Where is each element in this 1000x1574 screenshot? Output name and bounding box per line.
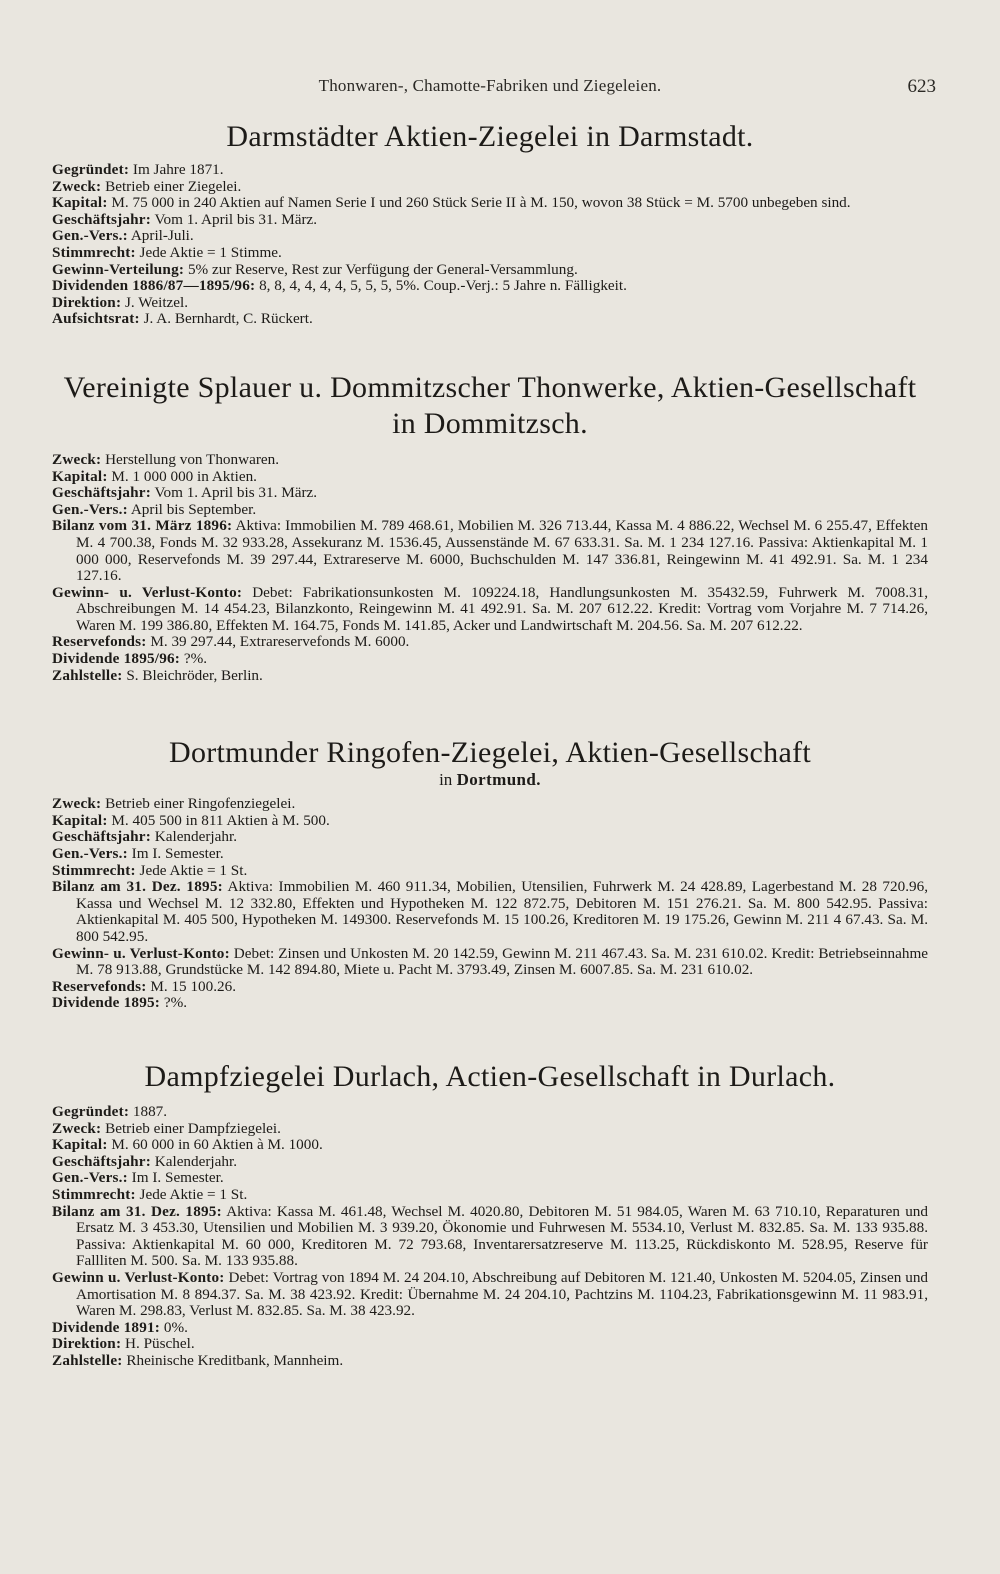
field-text: Vom 1. April bis 31. März.	[154, 484, 318, 502]
field-label: Gewinn u. Verlust-Konto:	[52, 1268, 225, 1286]
field-label: Gewinn- u. Verlust-Konto:	[52, 583, 243, 601]
field-text: M. 60 000 in 60 Aktien à M. 1000.	[111, 1136, 323, 1154]
field-text: April-Juli.	[130, 227, 194, 245]
field-label: Bilanz am 31. Dez. 1895:	[52, 1202, 222, 1220]
field-label: Geschäftsjahr:	[52, 210, 151, 228]
field-text: ?%.	[183, 650, 208, 668]
field-label: Zweck:	[52, 795, 102, 813]
entry-field	[52, 162, 928, 179]
entry-field	[52, 879, 928, 945]
field-text: H. Püschel.	[125, 1335, 195, 1353]
page-number: 623	[907, 76, 936, 97]
subtitle-prefix: in	[439, 770, 453, 790]
entry-field	[52, 1104, 928, 1121]
entry-field	[52, 195, 928, 212]
field-text: S. Bleichröder, Berlin.	[126, 666, 263, 684]
field-label: Gen.-Vers.:	[52, 227, 128, 245]
entry-fields	[52, 162, 928, 328]
field-label: Dividende 1891:	[52, 1318, 161, 1336]
field-text: Betrieb einer Ringofenziegelei.	[105, 795, 296, 813]
entry-fields	[52, 796, 928, 1012]
field-label: Gewinn-Verteilung:	[52, 260, 185, 278]
field-label: Zweck:	[52, 450, 102, 468]
field-label: Gewinn- u. Verlust-Konto:	[52, 944, 230, 962]
entry-field	[52, 469, 928, 486]
field-text: Kalenderjahr.	[154, 828, 237, 846]
field-text: April bis September.	[130, 500, 257, 518]
field-label: Direktion:	[52, 293, 122, 311]
entry-field	[52, 1353, 928, 1370]
entry-field	[52, 262, 928, 279]
field-text: M. 75 000 in 240 Aktien auf Namen Serie I und 260 Stück Serie II à M. 150, wovon 38 Stück = M. 5700 unbegeben sind.	[111, 194, 851, 212]
company-title: Darmstädter Aktien-Ziegelei in Darmstadt.	[226, 120, 754, 153]
field-label: Geschäftsjahr:	[52, 1152, 151, 1170]
entry-field	[52, 846, 928, 863]
field-text: Aktiva: Kassa M. 461.48, Wechsel M. 4020.80, Debitoren M. 51 984.05, Waren M. 63 710.10, Reparaturen und Ersatz M. 3 453.30, Utensilien und Mobilien M. 3 939.20, Ökonomie und Fuhrwesen M. 5534.10, Verlust M. 832.85. Sa. M. 133 935.88. Passiva: Aktienkapital M. 60 000, Kreditoren M. 72 793.68, Inventarersatzreserve M. 113.25, Rückdiskonto M. 528.95, Reserve für Fallliten M. 500. Sa. M. 133 935.88.	[76, 1202, 928, 1270]
field-label: Gen.-Vers.:	[52, 1169, 128, 1187]
field-label: Geschäftsjahr:	[52, 484, 151, 502]
field-text: 8, 8, 4, 4, 4, 4, 5, 5, 5, 5%. Coup.-Verj.: 5 Jahre n. Fälligkeit.	[259, 277, 627, 295]
field-text: Jede Aktie = 1 St.	[139, 861, 248, 879]
company-entry	[52, 734, 928, 1012]
field-label: Dividenden 1886/87—1895/96:	[52, 277, 256, 295]
entry-field	[52, 863, 928, 880]
entry-field	[52, 995, 928, 1012]
entry-field	[52, 585, 928, 635]
entry-field	[52, 452, 928, 469]
entry-field	[52, 502, 928, 519]
field-label: Zweck:	[52, 177, 102, 195]
field-text: M. 39 297.44, Extrareservefonds M. 6000.	[150, 633, 410, 651]
field-text: Betrieb einer Ziegelei.	[105, 177, 242, 195]
field-text: 1887.	[132, 1102, 168, 1120]
entry-field	[52, 295, 928, 312]
company-title: Vereinigte Splauer u. Dommitzscher Thonwerke, Aktien-Gesellschaft in Dommitzsch.	[63, 370, 917, 440]
field-label: Kapital:	[52, 194, 108, 212]
field-text: M. 1 000 000 in Aktien.	[111, 467, 257, 485]
field-label: Zweck:	[52, 1119, 102, 1137]
subtitle-place: Dortmund.	[456, 770, 541, 790]
company-title: Dampfziegelei Durlach, Actien-Gesellschaft in Durlach.	[144, 1059, 836, 1093]
entry-field	[52, 634, 928, 651]
field-label: Aufsichtsrat:	[52, 310, 140, 328]
entry-field	[52, 1121, 928, 1138]
field-text: 0%.	[163, 1318, 188, 1336]
field-text: Im I. Semester.	[131, 845, 224, 863]
field-label: Gegründet:	[52, 1102, 130, 1120]
field-text: Rheinische Kreditbank, Mannheim.	[126, 1351, 344, 1369]
field-text: M. 15 100.26.	[150, 977, 237, 995]
field-text: Betrieb einer Dampfziegelei.	[105, 1119, 281, 1137]
entry-field	[52, 179, 928, 196]
company-subtitle	[52, 770, 928, 790]
field-text: Debet: Zinsen und Unkosten M. 20 142.59, Gewinn M. 211 467.43. Sa. M. 231 610.02. Kredit: Betriebseinnahme M. 78 913.88, Grundstücke M. 142 894.80, Miete u. Pacht M. 3793.49, Zinsen M. 6007.85. Sa. M. 231 610.02.	[76, 944, 929, 979]
field-label: Gen.-Vers.:	[52, 500, 128, 518]
field-text: Aktiva: Immobilien M. 789 468.61, Mobilien M. 326 713.44, Kassa M. 4 886.22, Wechsel M. 6 255.47, Effekten M. 4 700.38, Fonds M. 32 933.28, Assekuranz M. 1536.45, Aussenstände M. 67 633.31. Sa. M. 1 234 127.16. Passiva: Aktienkapital M. 1 000 000, Reservefonds M. 39 297.44, Extrareserve M. 6000, Buchschulden M. 147 336.81, Reingewinn M. 41 492.91. Sa. M. 1 234 127.16.	[76, 517, 928, 585]
entry-field	[52, 1154, 928, 1171]
field-label: Bilanz am 31. Dez. 1895:	[52, 878, 223, 896]
company-title: Dortmunder Ringofen-Ziegelei, Aktien-Gesellschaft	[168, 736, 811, 770]
entry-field	[52, 651, 928, 668]
entry-field	[52, 1187, 928, 1204]
running-title: Thonwaren-, Chamotte-Fabriken und Ziegeleien.	[318, 76, 662, 95]
company-entry	[52, 370, 928, 684]
field-label: Zahlstelle:	[52, 1351, 123, 1369]
entry-field	[52, 1270, 928, 1320]
entry-field	[52, 979, 928, 996]
entry-field	[52, 311, 928, 328]
field-label: Reservefonds:	[52, 977, 147, 995]
entry-field	[52, 1204, 928, 1270]
field-label: Gen.-Vers.:	[52, 845, 128, 863]
entry-field	[52, 212, 928, 229]
entry-field	[52, 668, 928, 685]
field-label: Geschäftsjahr:	[52, 828, 151, 846]
entry-field	[52, 518, 928, 584]
field-text: Aktiva: Immobilien M. 460 911.34, Mobilien, Utensilien, Fuhrwerk M. 24 428.89, Lagerbestand M. 28 720.96, Kassa und Wechsel M. 12 332.80, Effekten und Hypotheken M. 122 872.75, Debitoren M. 151 276.21. Sa. M. 800 542.95. Passiva: Aktienkapital M. 405 500, Hypotheken M. 149300. Reservefonds M. 15 100.26, Kreditoren M. 19 175.26, Gewinn M. 211 4 67.43. Sa. M. 800 542.95.	[76, 878, 928, 945]
field-text: Im I. Semester.	[131, 1169, 224, 1187]
field-label: Direktion:	[52, 1335, 122, 1353]
field-text: Kalenderjahr.	[154, 1152, 237, 1170]
company-entry	[52, 1058, 928, 1370]
company-entry	[52, 118, 928, 328]
field-label: Kapital:	[52, 811, 108, 829]
entry-field	[52, 278, 928, 295]
field-label: Stimmrecht:	[52, 243, 136, 261]
field-text: M. 405 500 in 811 Aktien à M. 500.	[111, 811, 330, 829]
entry-field	[52, 1336, 928, 1353]
field-text: Debet: Vortrag von 1894 M. 24 204.10, Abschreibung auf Debitoren M. 121.40, Unkosten M. 5204.05, Zinsen und Amortisation M. 8 894.37. Sa. M. 38 423.92. Kredit: Übernahme M. 24 204.10, Pachtzins M. 1104.23, Fabrikationsgewinn M. 11 983.91, Waren M. 298.83, Verlust M. 832.85. Sa. M. 38 423.92.	[76, 1268, 929, 1320]
running-head	[52, 76, 936, 110]
field-text: J. Weitzel.	[125, 293, 189, 311]
entry-field	[52, 796, 928, 813]
field-label: Gegründet:	[52, 161, 130, 178]
field-text: 5% zur Reserve, Rest zur Verfügung der General-Versammlung.	[187, 260, 578, 278]
field-label: Stimmrecht:	[52, 1185, 136, 1203]
field-text: Vom 1. April bis 31. März.	[154, 210, 318, 228]
field-text: Jede Aktie = 1 St.	[139, 1185, 248, 1203]
entry-field	[52, 1320, 928, 1337]
entry-field	[52, 1137, 928, 1154]
field-label: Dividende 1895/96:	[52, 650, 181, 668]
field-text: J. A. Bernhardt, C. Rückert.	[143, 310, 313, 328]
entry-field	[52, 946, 928, 979]
field-label: Zahlstelle:	[52, 666, 123, 684]
entry-field	[52, 245, 928, 262]
entry-field	[52, 485, 928, 502]
field-label: Kapital:	[52, 467, 108, 485]
entry-fields	[52, 1104, 928, 1370]
entry-field	[52, 813, 928, 830]
field-label: Reservefonds:	[52, 633, 147, 651]
field-label: Bilanz vom 31. März 1896:	[52, 517, 233, 535]
field-text: Jede Aktie = 1 Stimme.	[139, 243, 282, 261]
field-label: Stimmrecht:	[52, 861, 136, 879]
field-text: Debet: Fabrikationsunkosten M. 109224.18, Handlungsunkosten M. 35432.59, Fuhrwerk M. 7008.31, Abschreibungen M. 14 454.23, Bilanzkonto, Reingewinn M. 41 492.91. Sa. M. 207 612.22. Kredit: Vortrag vom Vorjahre M. 7 714.26, Waren M. 199 386.80, Effekten M. 164.75, Fonds M. 141.85, Acker und Landwirtschaft M. 204.56. Sa. M. 207 612.22.	[76, 583, 928, 634]
field-text: Im Jahre 1871.	[132, 161, 224, 178]
field-text: ?%.	[163, 994, 188, 1012]
entry-field	[52, 1170, 928, 1187]
field-label: Dividende 1895:	[52, 994, 161, 1012]
entry-field	[52, 228, 928, 245]
entry-field	[52, 829, 928, 846]
field-text: Herstellung von Thonwaren.	[105, 450, 280, 468]
entry-fields	[52, 452, 928, 684]
field-label: Kapital:	[52, 1136, 108, 1154]
